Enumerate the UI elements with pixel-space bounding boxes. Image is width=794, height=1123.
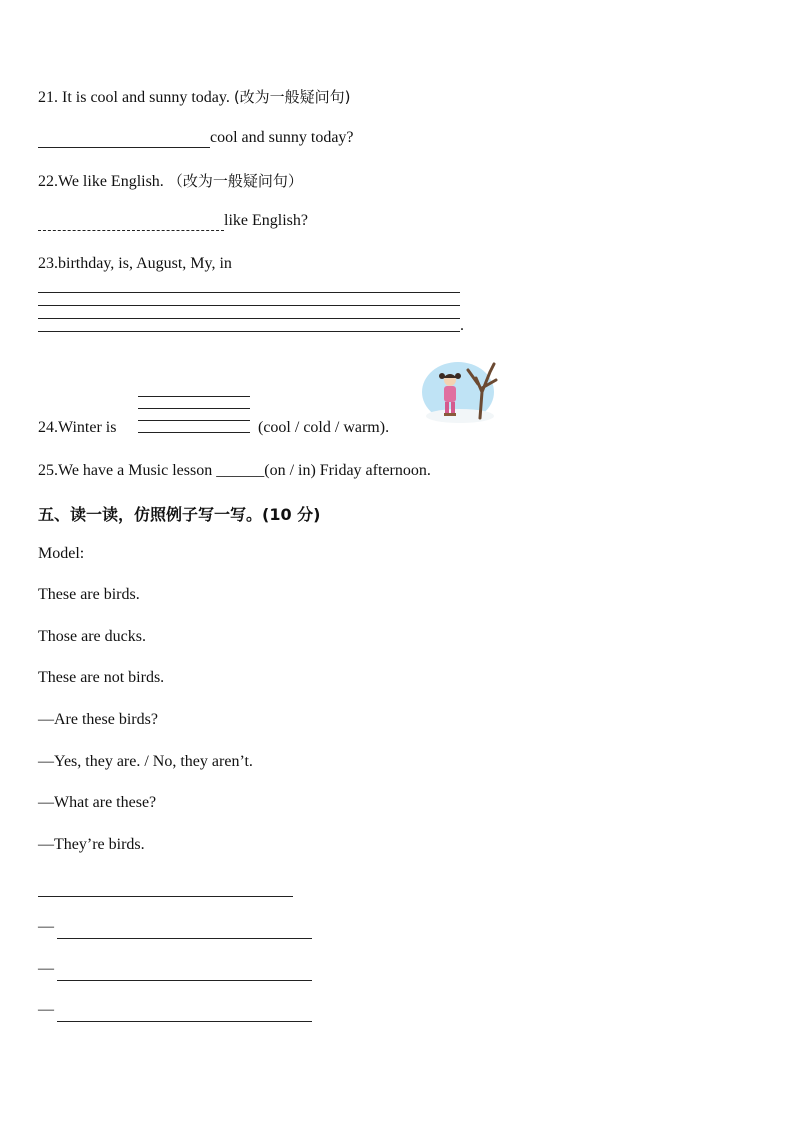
dialog-text: What are these? <box>54 794 157 811</box>
answer-line-1[interactable] <box>38 896 293 897</box>
q25-number: 25 <box>38 462 54 479</box>
answer-line-2[interactable] <box>57 938 312 939</box>
q23-text: .birthday, is, August, My, in <box>54 255 232 272</box>
dialog-dash: — <box>38 836 54 853</box>
dialog-line-4 <box>38 836 145 854</box>
q23-answer-line-1[interactable] <box>38 292 460 293</box>
question-25 <box>38 462 431 480</box>
q24-blank-line-1[interactable] <box>138 396 250 397</box>
q25-text: .We have a Music lesson <box>54 462 217 479</box>
dialog-text: They’re birds. <box>54 836 145 853</box>
q23-end-mark: . <box>460 317 464 334</box>
dialog-text: Are these birds? <box>54 711 158 728</box>
answer-line-4[interactable] <box>57 1021 312 1022</box>
q22-number: 22 <box>38 173 54 190</box>
dialog-dash: — <box>38 711 54 728</box>
dialog-dash: — <box>38 753 54 770</box>
q22-answer-tail: like English? <box>224 212 308 229</box>
q22-text: .We like English. <box>54 173 168 190</box>
q25-blank[interactable]: ______ <box>216 462 265 479</box>
q21-answer-blank[interactable] <box>38 147 210 148</box>
answer-dash-2: — <box>38 918 54 935</box>
answer-dash-4: — <box>38 1001 54 1018</box>
q21-text: . It is cool and sunny today. <box>54 89 234 106</box>
q23-number: 23 <box>38 255 54 272</box>
dialog-line-1 <box>38 711 158 729</box>
q22-instruction: （改为一般疑问句） <box>167 172 303 190</box>
q23-answer-line-3[interactable] <box>38 318 460 319</box>
section-5-title: 五、读一读，仿照例子写一写。(10 分) <box>38 505 321 524</box>
model-line-1: These are birds. <box>38 586 140 603</box>
q24-options: (cool / cold / warm). <box>258 419 390 436</box>
snow-ground <box>426 409 494 423</box>
q21-instruction: (改为一般疑问句) <box>233 88 351 106</box>
girl-coat <box>444 386 456 402</box>
dialog-line-3 <box>38 794 156 812</box>
model-label: Model: <box>38 545 85 562</box>
q24-text: .Winter is <box>54 419 117 436</box>
q24-blank-line-4[interactable] <box>138 432 250 433</box>
question-21 <box>38 86 351 107</box>
q21-answer-tail: cool and sunny today? <box>210 129 354 146</box>
question-23 <box>38 255 232 273</box>
q23-answer-line-4[interactable] <box>38 331 460 332</box>
model-line-3: These are not birds. <box>38 669 165 686</box>
question-22 <box>38 170 303 191</box>
question-24 <box>38 419 116 437</box>
q24-number: 24 <box>38 419 54 436</box>
q24-blank-line-3[interactable] <box>138 420 250 421</box>
dialog-dash: — <box>38 794 54 811</box>
dialog-text: Yes, they are. / No, they aren’t. <box>54 753 253 770</box>
q24-blank-line-2[interactable] <box>138 408 250 409</box>
q22-answer-blank[interactable] <box>38 230 224 231</box>
winter-girl-illustration <box>420 358 502 424</box>
model-line-2: Those are ducks. <box>38 628 146 645</box>
answer-line-3[interactable] <box>57 980 312 981</box>
dialog-line-2 <box>38 753 253 771</box>
q23-answer-line-2[interactable] <box>38 305 460 306</box>
answer-dash-3: — <box>38 960 54 977</box>
q21-number: 21 <box>38 89 54 106</box>
q25-options: (on / in) Friday afternoon. <box>264 462 431 479</box>
